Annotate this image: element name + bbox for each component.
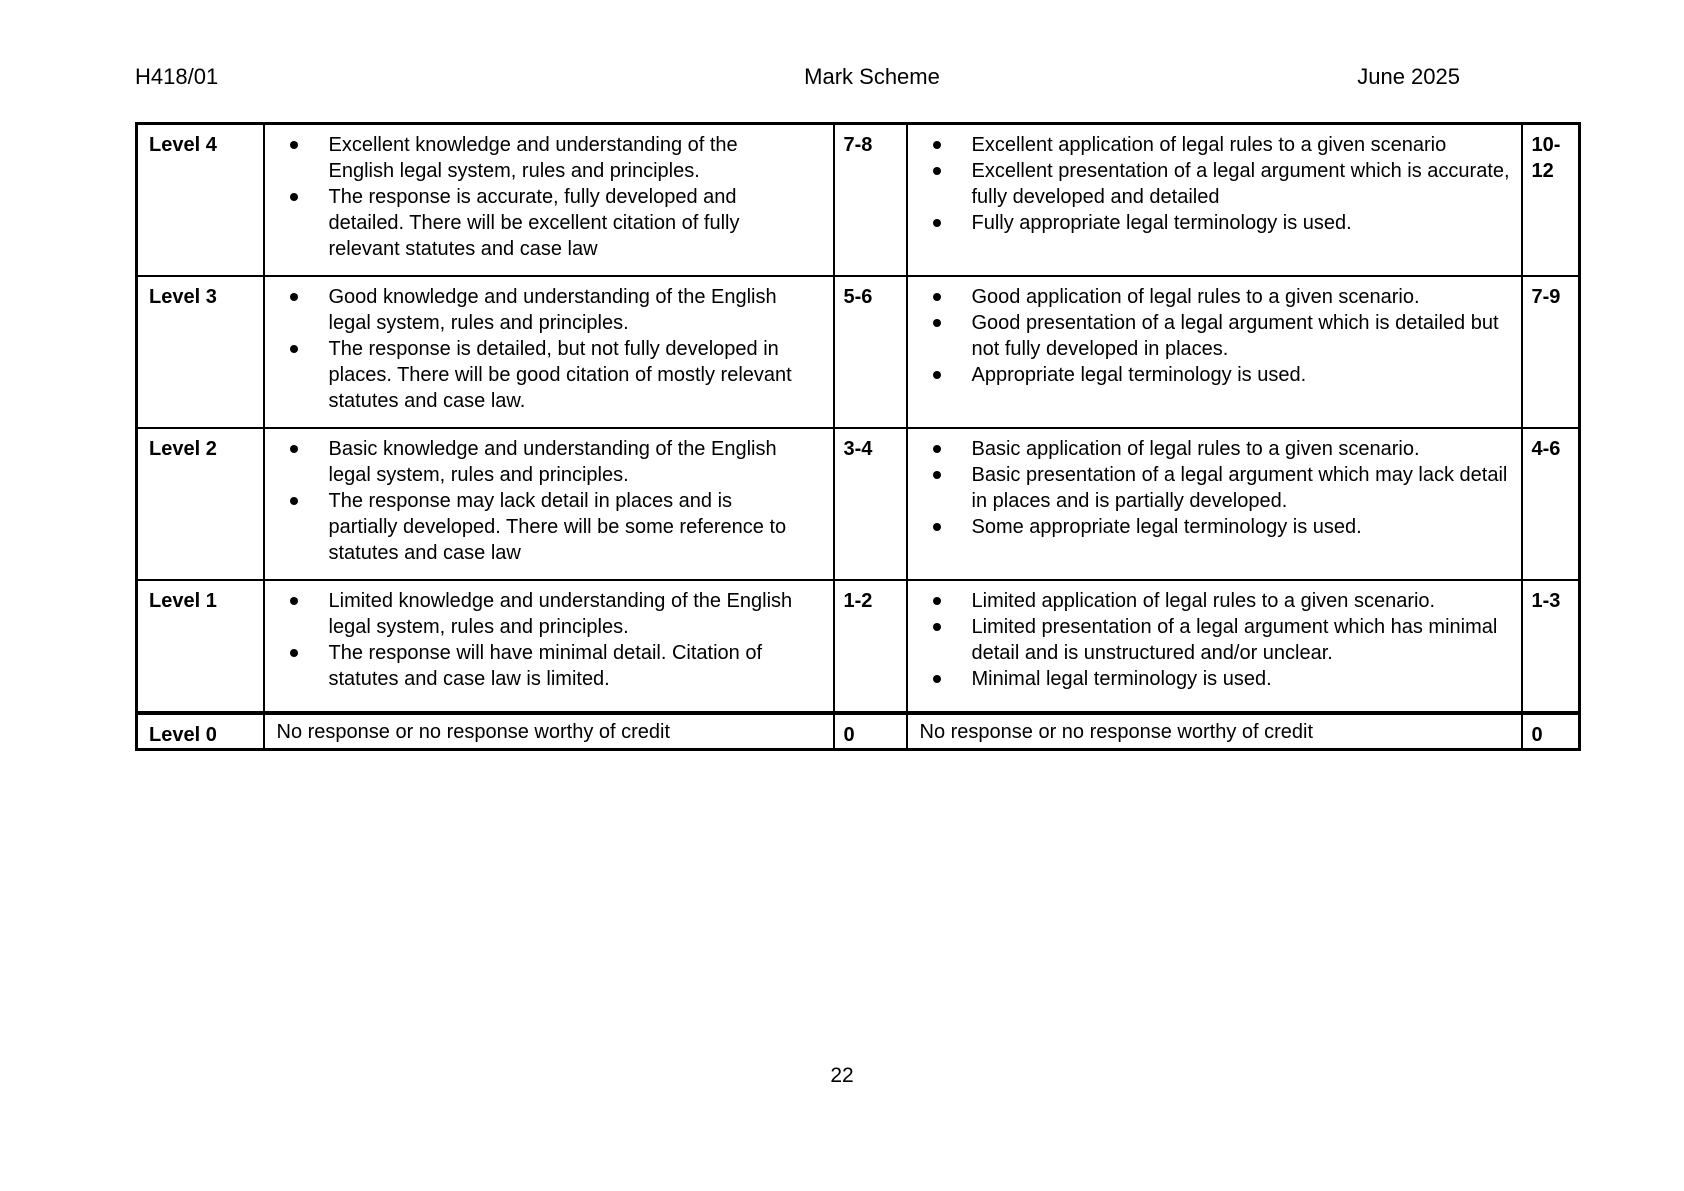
table-row-level-1 xyxy=(137,580,1580,713)
bullet-item: The response will have minimal detail. Citation of statutes and case law is limited. xyxy=(265,640,833,692)
knowledge-marks: 5-6 xyxy=(834,276,907,428)
application-bullet-list xyxy=(908,284,1521,388)
doc-title: Mark Scheme xyxy=(804,64,940,89)
knowledge-bullet-list xyxy=(265,588,833,692)
application-bullet-list xyxy=(908,132,1521,236)
doc-code: H418/01 xyxy=(135,64,219,89)
bullet-item: Basic knowledge and understanding of the English legal system, rules and principles. xyxy=(265,436,833,488)
application-bullet-list xyxy=(908,436,1521,540)
bullet-item: Basic application of legal rules to a given scenario. xyxy=(908,436,1521,462)
level-label: Level 0 xyxy=(137,713,264,750)
knowledge-cell xyxy=(264,428,834,580)
knowledge-marks: 1-2 xyxy=(834,580,907,713)
application-cell: No response or no response worthy of credit xyxy=(907,713,1522,750)
application-marks: 7-9 xyxy=(1522,276,1580,428)
bullet-item: Fully appropriate legal terminology is used. xyxy=(908,210,1521,236)
bullet-item: The response is accurate, fully developed and detailed. There will be excellent citation of fully relevant statutes and case law xyxy=(265,184,833,262)
application-bullet-list xyxy=(908,588,1521,692)
level-label: Level 2 xyxy=(137,428,264,580)
doc-date: June 2025 xyxy=(1357,64,1460,89)
bullet-item: Limited application of legal rules to a given scenario. xyxy=(908,588,1521,614)
bullet-item: Excellent knowledge and understanding of the English legal system, rules and principles. xyxy=(265,132,833,184)
bullet-item: Good presentation of a legal argument which is detailed but not fully developed in places. xyxy=(908,310,1521,362)
table-row-level-0 xyxy=(137,713,1580,750)
application-marks: 0 xyxy=(1522,713,1580,750)
level-label: Level 1 xyxy=(137,580,264,713)
application-cell xyxy=(907,580,1522,713)
page-header xyxy=(0,64,1684,94)
knowledge-cell xyxy=(264,580,834,713)
bullet-item: Minimal legal terminology is used. xyxy=(908,666,1521,692)
bullet-item: Excellent presentation of a legal argument which is accurate, fully developed and detailed xyxy=(908,158,1521,210)
level-label: Level 3 xyxy=(137,276,264,428)
application-cell xyxy=(907,428,1522,580)
application-marks: 4-6 xyxy=(1522,428,1580,580)
knowledge-marks: 0 xyxy=(834,713,907,750)
table-row-level-4 xyxy=(137,124,1580,276)
bullet-item: Some appropriate legal terminology is used. xyxy=(908,514,1521,540)
knowledge-marks: 3-4 xyxy=(834,428,907,580)
application-marks: 1-3 xyxy=(1522,580,1580,713)
bullet-item: The response is detailed, but not fully developed in places. There will be good citation of mostly relevant statutes and case law. xyxy=(265,336,833,414)
knowledge-bullet-list xyxy=(265,132,833,262)
table-row-level-3 xyxy=(137,276,1580,428)
bullet-item: Good knowledge and understanding of the English legal system, rules and principles. xyxy=(265,284,833,336)
bullet-item: The response may lack detail in places and is partially developed. There will be some reference to statutes and case law xyxy=(265,488,833,566)
knowledge-cell xyxy=(264,276,834,428)
knowledge-cell: No response or no response worthy of credit xyxy=(264,713,834,750)
table-row-level-2 xyxy=(137,428,1580,580)
application-cell xyxy=(907,276,1522,428)
knowledge-marks: 7-8 xyxy=(834,124,907,276)
bullet-item: Appropriate legal terminology is used. xyxy=(908,362,1521,388)
bullet-item: Good application of legal rules to a given scenario. xyxy=(908,284,1521,310)
bullet-item: Excellent application of legal rules to a given scenario xyxy=(908,132,1521,158)
level-label: Level 4 xyxy=(137,124,264,276)
mark-scheme-table xyxy=(135,122,1581,751)
application-cell xyxy=(907,124,1522,276)
knowledge-cell xyxy=(264,124,834,276)
application-marks: 10-12 xyxy=(1522,124,1580,276)
bullet-item: Limited presentation of a legal argument which has minimal detail and is unstructured and/or unclear. xyxy=(908,614,1521,666)
knowledge-bullet-list xyxy=(265,284,833,414)
knowledge-bullet-list xyxy=(265,436,833,566)
bullet-item: Limited knowledge and understanding of the English legal system, rules and principles. xyxy=(265,588,833,640)
bullet-item: Basic presentation of a legal argument which may lack detail in places and is partially developed. xyxy=(908,462,1521,514)
page-number: 22 xyxy=(830,1064,854,1087)
